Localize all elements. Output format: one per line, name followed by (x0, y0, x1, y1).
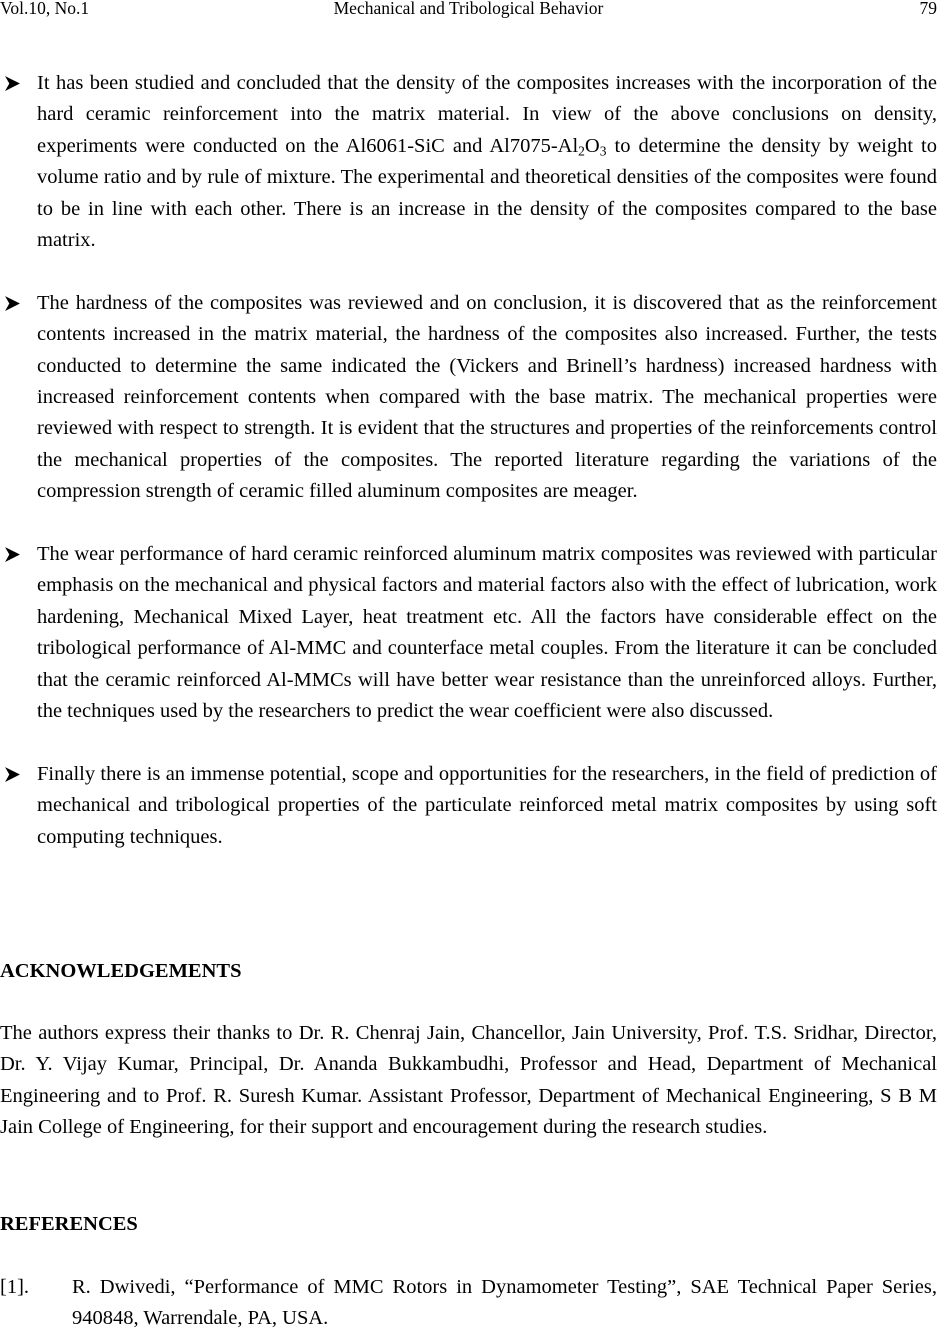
header-page-number: 79 (920, 0, 937, 21)
reference-item (0, 1272, 937, 1335)
acknowledgements-heading: ACKNOWLEDGEMENTS (0, 956, 241, 987)
conclusion-text: The hardness of the composites was reviewed and on conclusion, it is discovered that as the reinforcement contents increased in the matrix material, the hardness of the composites also increased. Further, the tests conducted to determine the same indicated the (Vickers and Brinell’s hardness) increased hardness with increased reinforcement contents when compared with the base matrix. The mechanical properties were reviewed with respect to strength. It is evident that the structures and properties of the reinforcements control the mechanical properties of the composites. The reported literature regarding the variations of the compression strength of ceramic filled aluminum composites are meager. (37, 292, 937, 502)
conclusion-item-potential (0, 759, 937, 853)
reference-number: [1]. (0, 1272, 29, 1303)
reference-text: R. Dwivedi, “Performance of MMC Rotors in Dynamometer Testing”, SAE Technical Paper Series, 940848, Warrendale, PA, USA. (72, 1272, 937, 1335)
conclusions-list (0, 68, 937, 853)
conclusion-text: Finally there is an immense potential, scope and opportunities for the researchers, in the field of prediction of mechanical and tribological properties of the particulate reinforced metal matrix composites by using soft computing techniques. (37, 763, 937, 848)
arrow-bullet-icon (0, 288, 24, 319)
arrow-bullet-icon (0, 68, 24, 99)
references-heading: REFERENCES (0, 1209, 138, 1240)
conclusion-item-density (0, 68, 937, 256)
header-volume: Vol.10, No.1 (0, 0, 89, 21)
conclusion-item-hardness (0, 288, 937, 508)
conclusion-text-part: to determine the density by weight to volume ratio and by rule of mixture. The experimental and theoretical densities of the composites were found to be in line with each other. There is an increase in the density of the composites compared to the base matrix. (37, 135, 937, 251)
arrow-bullet-icon (0, 759, 24, 790)
header-title: Mechanical and Tribological Behavior (0, 0, 937, 21)
acknowledgements-text: The authors express their thanks to Dr. R. Chenraj Jain, Chancellor, Jain University, Prof. T.S. Sridhar, Director, Dr. Y. Vijay Kumar, Principal, Dr. Ananda Bukkambudhi, Professor and Head, Department of Mechanical Engineering and to Prof. R. Suresh Kumar. Assistant Professor, Department of Mechanical Engineering, S B M Jain College of Engineering, for their support and encouragement during the research studies. (0, 1018, 937, 1144)
subscript: 3 (600, 143, 607, 158)
arrow-bullet-icon (0, 539, 24, 570)
conclusion-text-part: O (585, 135, 600, 157)
conclusion-text-part: It has been studied and concluded that the density of the composites increases with the incorporation of the hard ceramic reinforcement into the matrix material. In view of the above conclusions on density, experiments were conducted on the Al6061-SiC and Al7075-Al (37, 72, 937, 157)
conclusion-item-wear (0, 539, 937, 727)
running-header (0, 0, 937, 21)
subscript: 2 (578, 143, 585, 158)
conclusion-text: The wear performance of hard ceramic reinforced aluminum matrix composites was reviewed with particular emphasis on the mechanical and physical factors and material factors also with the effect of lubrication, work hardening, Mechanical Mixed Layer, heat treatment etc. All the factors have considerable effect on the tribological performance of Al-MMC and counterface metal couples. From the literature it can be concluded that the ceramic reinforced Al-MMCs will have better wear resistance than the unreinforced alloys. Further, the techniques used by the researchers to predict the wear coefficient were also discussed. (37, 543, 937, 722)
